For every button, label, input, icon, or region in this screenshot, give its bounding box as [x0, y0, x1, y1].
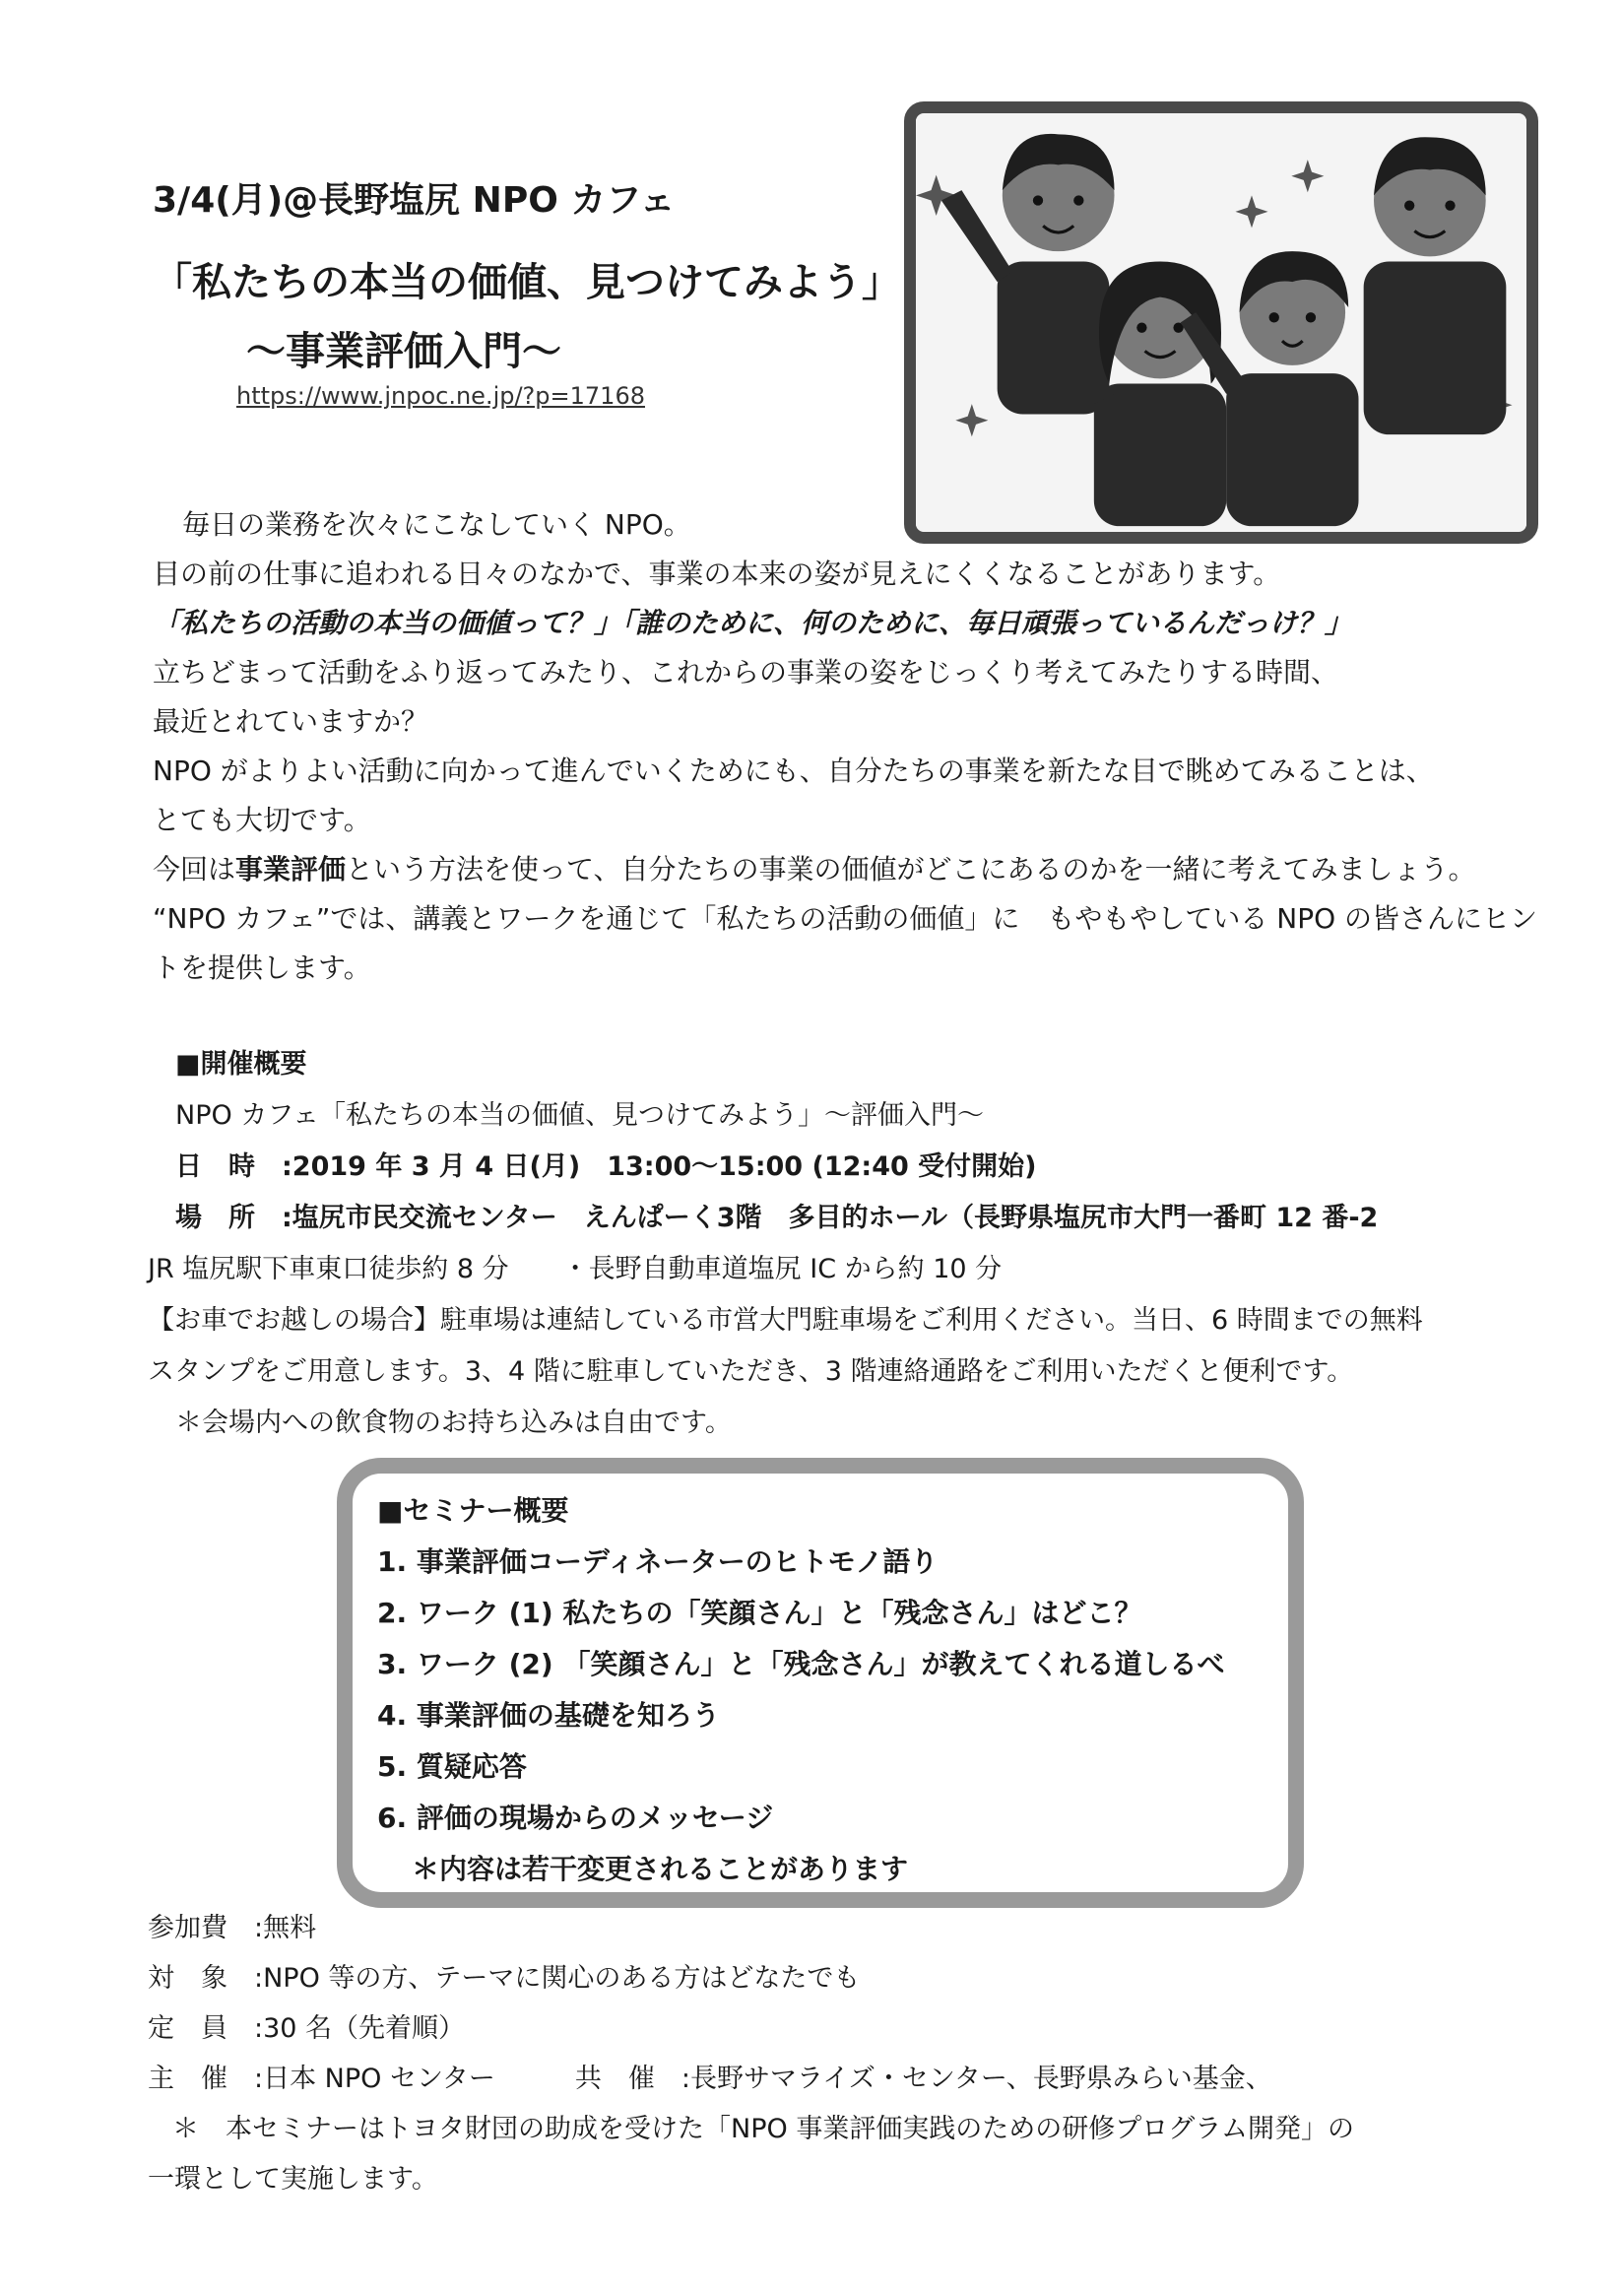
seminar-overview-box [337, 1458, 1304, 1908]
event-title: 「私たちの本当の価値、見つけてみよう」 [153, 260, 901, 305]
intro-line-10: トを提供します。 [153, 951, 371, 984]
seminar-item: 2. ワーク (1) 私たちの「笑顔さん」と「残念さん」はどこ？ [377, 1597, 1142, 1629]
intro-line-5: 最近とれていますか？ [153, 705, 429, 738]
overview-car-1: 【お車でお越しの場合】駐車場は連結している市営大門駐車場をご利用ください。当日、6 時間までの無料 [148, 1305, 1423, 1336]
overview-food-note: ＊会場内への飲食物のお持ち込みは自由です。 [175, 1408, 732, 1438]
event-url-link[interactable]: https://www.jnpoc.ne.jp/?p=17168 [236, 382, 645, 410]
organizer-info: 主 催 :日本 NPO センター 共 催 :長野サマライズ・センター、長野県みらい基金、 [148, 2064, 1272, 2094]
grant-note-2: 一環として実施します。 [148, 2164, 438, 2195]
illustration-svg [916, 113, 1526, 532]
intro-line-9: “NPO カフェ”では、講義とワークを通じて「私たちの活動の価値」に もやもやしている NPO の皆さんにヒン [153, 902, 1538, 935]
seminar-heading: ■セミナー概要 [377, 1494, 569, 1527]
seminar-item: 4. 事業評価の基礎を知ろう [377, 1699, 720, 1732]
intro-line-8 [153, 845, 1475, 894]
overview-datetime: 日 時 :2019 年 3 月 4 日(月) 13:00～15:00 (12:40 受付開始) [175, 1151, 1037, 1182]
seminar-content [377, 1485, 1224, 1895]
seminar-item: 6. 評価の現場からのメッセージ [377, 1802, 774, 1834]
seminar-note: ＊内容は若干変更されることがあります [412, 1853, 909, 1885]
seminar-item: 1. 事業評価コーディネーターのヒトモノ語り [377, 1545, 939, 1578]
grant-note-1: ＊ 本セミナーはトヨタ財団の助成を受けた「NPO 事業評価実践のための研修プログラム開発」の [172, 2114, 1355, 2144]
overview-access: JR 塩尻駅下車東口徒歩約 8 分 ・長野自動車道塩尻 IC から約 10 分 [148, 1254, 1003, 1284]
people-pointing-illustration [904, 101, 1538, 544]
fee-info: 参加費 :無料 [148, 1913, 317, 1943]
seminar-item: 5. 質疑応答 [377, 1750, 527, 1783]
intro-line-8-pre: 今回は [153, 853, 236, 886]
intro-line-8-bold: 事業評価 [235, 853, 347, 886]
target-info: 対 象 :NPO 等の方、テーマに関心のある方はどなたでも [148, 1963, 861, 1994]
intro-line-4: 立ちどまって活動をふり返ってみたり、これからの事業の姿をじっくり考えてみたりする時間、 [153, 656, 1339, 689]
seminar-item: 3. ワーク (2) 「笑顔さん」と「残念さん」が教えてくれる道しるべ [377, 1648, 1225, 1680]
event-subtitle: ～事業評価入門～ [246, 329, 561, 374]
intro-line-1: 毎日の業務を次々にこなしていく NPO。 [182, 508, 691, 541]
overview-event-name: NPO カフェ「私たちの本当の価値、見つけてみよう」～評価入門～ [175, 1100, 984, 1131]
capacity-info: 定 員 :30 名（先着順） [148, 2013, 466, 2044]
overview-car-2: スタンプをご用意します。3、4 階に駐車していただき、3 階連絡通路をご利用いただくと便利です。 [148, 1356, 1354, 1387]
intro-line-2: 目の前の仕事に追われる日々のなかで、事業の本来の姿が見えにくくなることがあります。 [153, 558, 1281, 590]
event-date-venue: 3/4(月)@長野塩尻 NPO カフェ [153, 180, 676, 221]
overview-place: 場 所 :塩尻市民交流センター えんぱーく3階 多目的ホール（長野県塩尻市大門一番町 12 番-2 [175, 1203, 1379, 1233]
intro-line-7: とても大切です。 [153, 804, 371, 836]
intro-line-6: NPO がよりよい活動に向かって進んでいくためにも、自分たちの事業を新たな目で眺めてみることは、 [153, 754, 1434, 787]
intro-line-8-post: という方法を使って、自分たちの事業の価値がどこにあるのかを一緒に考えてみましょう。 [346, 853, 1476, 886]
overview-heading: ■開催概要 [175, 1049, 307, 1080]
intro-question: 「私たちの活動の本当の価値って？」「誰のために、何のために、毎日頑張っているんだっけ？」 [153, 607, 1353, 639]
